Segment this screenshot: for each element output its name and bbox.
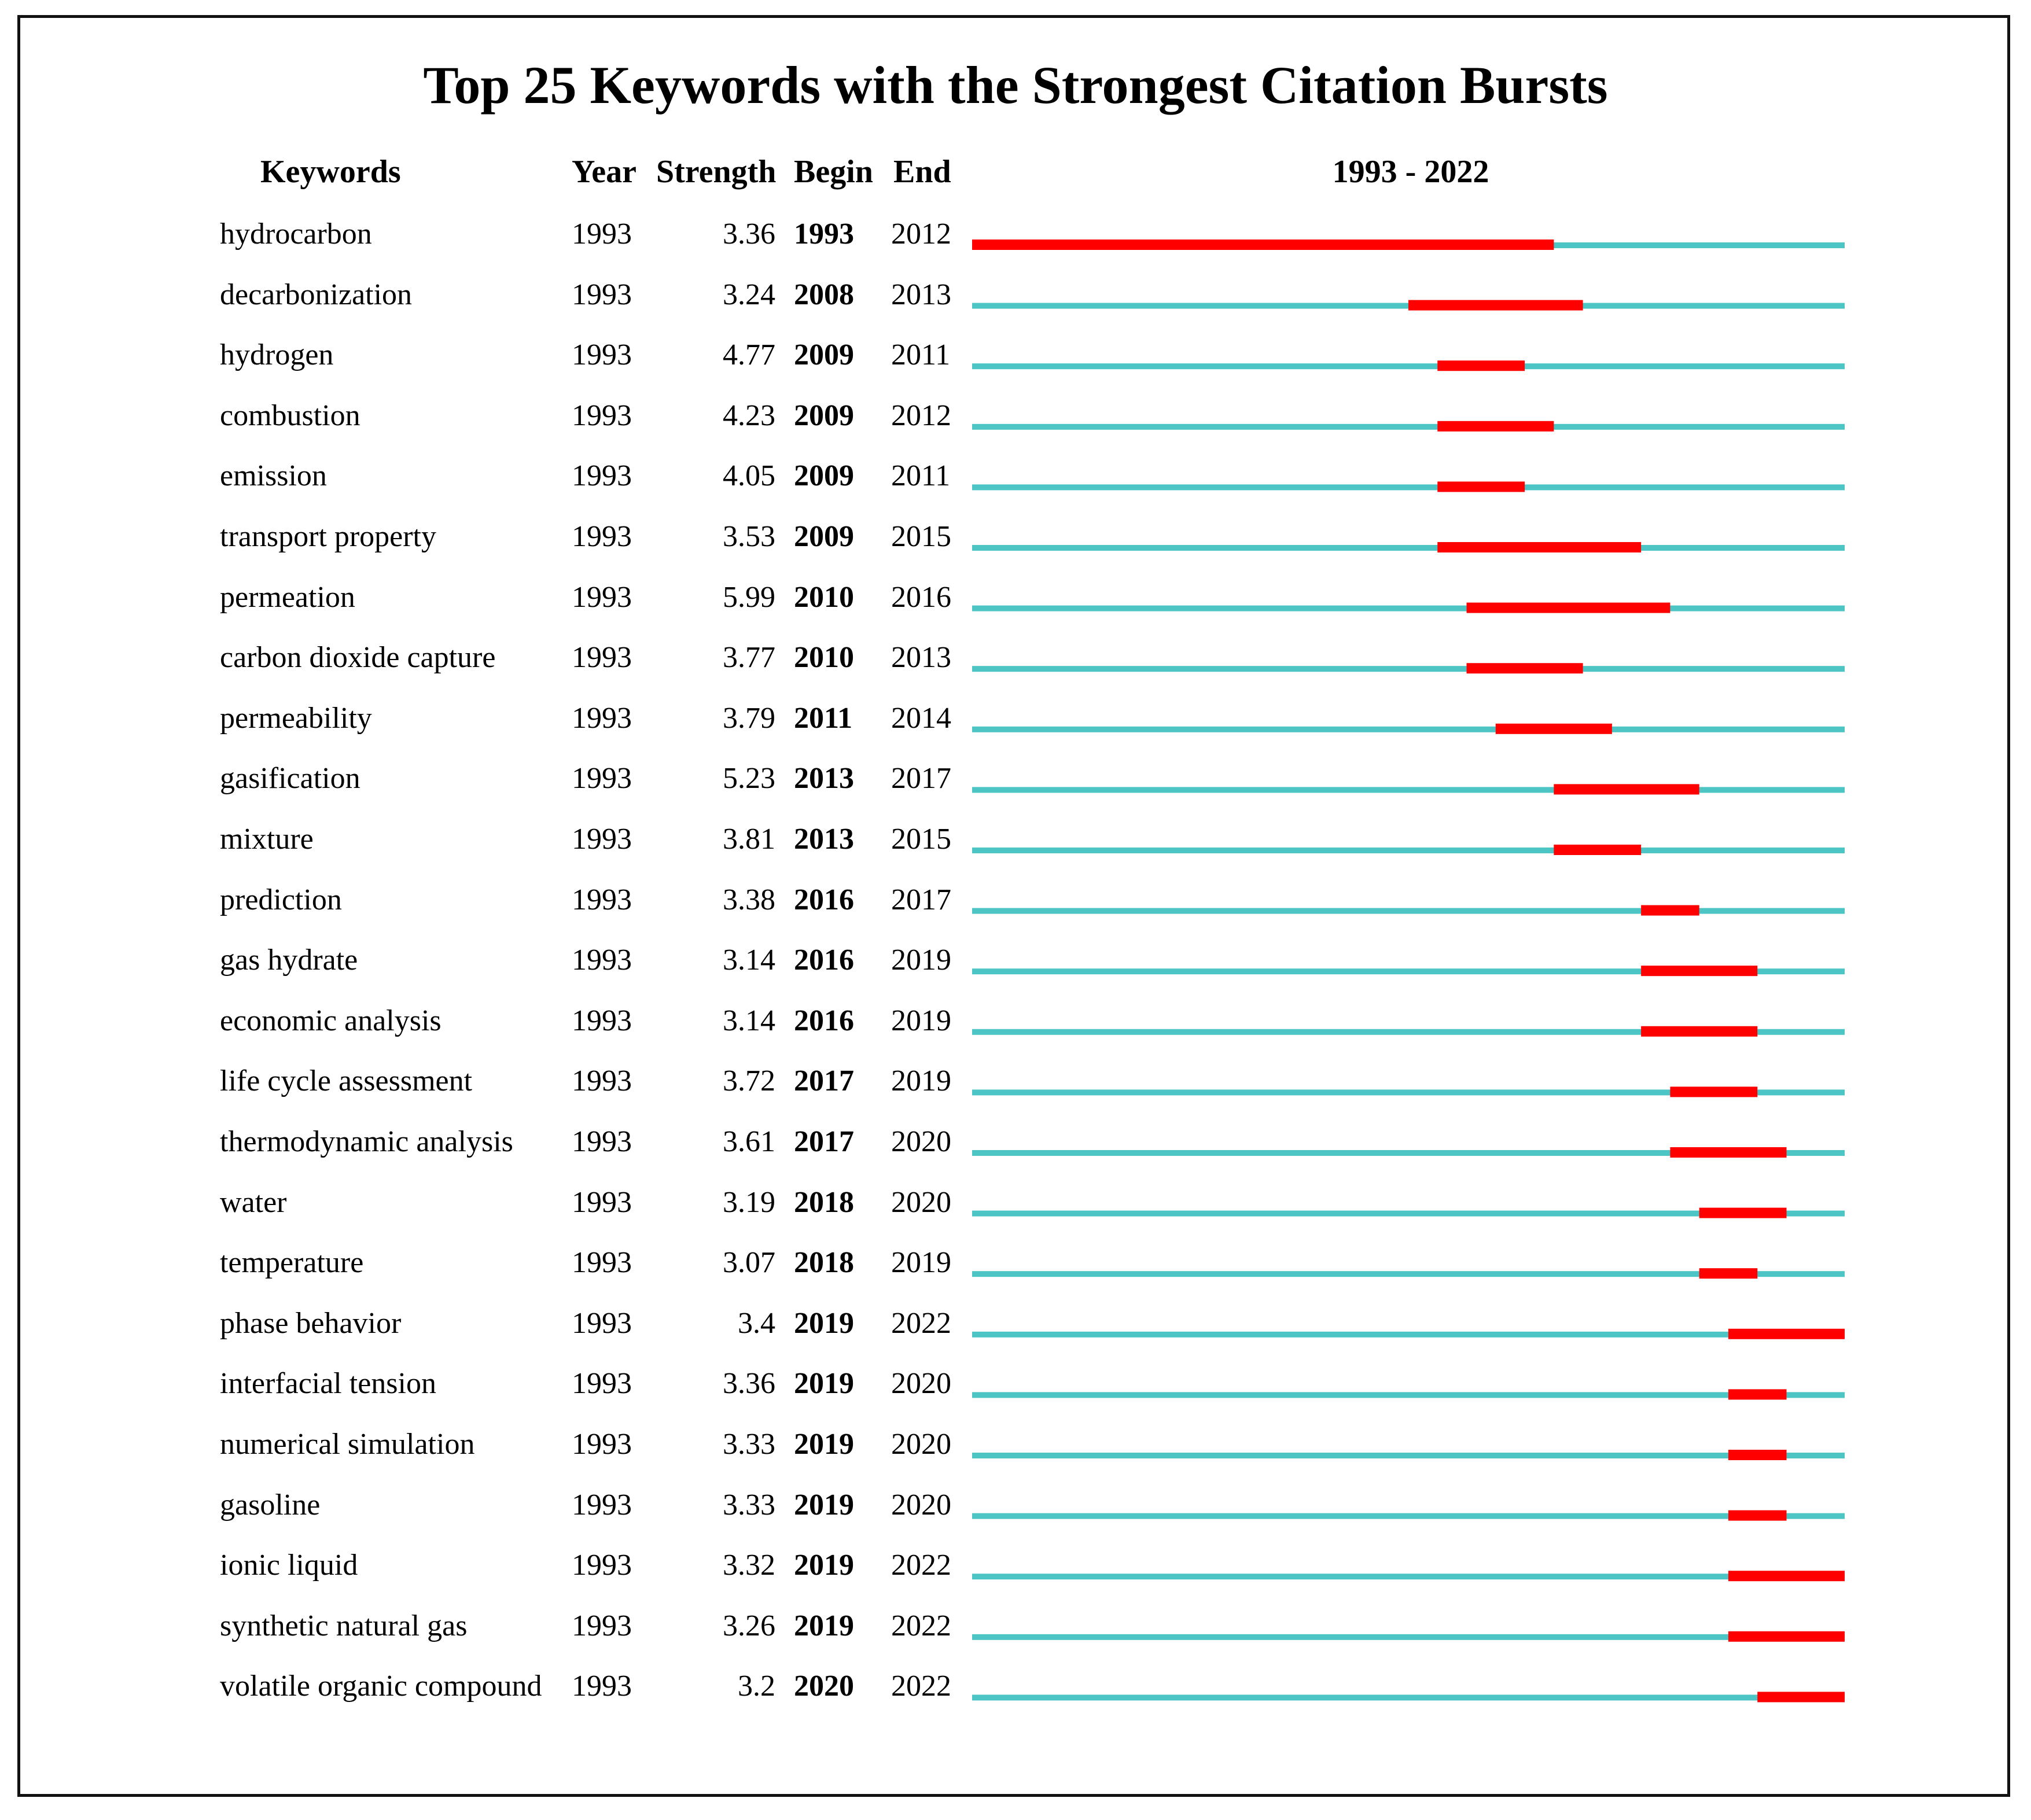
timeline-baseline bbox=[972, 1392, 1845, 1398]
end-year: 2022 bbox=[891, 1549, 951, 1582]
begin-year: 2013 bbox=[794, 823, 854, 856]
end-year: 2022 bbox=[891, 1609, 951, 1642]
strength-value: 3.38 bbox=[723, 883, 775, 916]
burst-bar bbox=[1728, 1389, 1787, 1399]
end-year: 2012 bbox=[891, 399, 951, 432]
end-year: 2019 bbox=[891, 1064, 951, 1098]
timeline-baseline bbox=[972, 606, 1845, 611]
end-year: 2020 bbox=[891, 1125, 951, 1158]
year-value: 1993 bbox=[572, 1428, 632, 1461]
begin-year: 2019 bbox=[794, 1609, 854, 1642]
strength-value: 3.2 bbox=[738, 1670, 775, 1703]
keyword-label: permeation bbox=[220, 580, 355, 614]
timeline-baseline bbox=[972, 545, 1845, 551]
keyword-label: temperature bbox=[220, 1246, 364, 1280]
begin-year: 2009 bbox=[794, 459, 854, 493]
strength-value: 3.33 bbox=[723, 1488, 775, 1521]
header-strength: Strength bbox=[656, 154, 777, 190]
burst-bar bbox=[1728, 1571, 1845, 1581]
year-value: 1993 bbox=[572, 459, 632, 493]
year-value: 1993 bbox=[572, 580, 632, 614]
burst-bar bbox=[1641, 905, 1699, 916]
begin-year: 2019 bbox=[794, 1488, 854, 1521]
year-value: 1993 bbox=[572, 701, 632, 735]
begin-year: 2010 bbox=[794, 580, 854, 614]
keyword-label: decarbonization bbox=[220, 278, 413, 311]
begin-year: 2009 bbox=[794, 338, 854, 372]
burst-bar bbox=[1467, 603, 1671, 613]
strength-value: 3.24 bbox=[723, 278, 775, 311]
chart-title: Top 25 Keywords with the Strongest Citation Bursts bbox=[423, 56, 1608, 115]
year-value: 1993 bbox=[572, 1125, 632, 1158]
timeline-baseline bbox=[972, 1574, 1845, 1579]
keyword-label: interfacial tension bbox=[220, 1367, 436, 1401]
begin-year: 2016 bbox=[794, 1004, 854, 1037]
begin-year: 2019 bbox=[794, 1367, 854, 1401]
begin-year: 2019 bbox=[794, 1306, 854, 1340]
strength-value: 4.77 bbox=[723, 338, 775, 372]
keyword-label: synthetic natural gas bbox=[220, 1609, 468, 1642]
year-value: 1993 bbox=[572, 399, 632, 432]
strength-value: 3.26 bbox=[723, 1609, 775, 1642]
timeline-baseline bbox=[972, 363, 1845, 369]
year-value: 1993 bbox=[572, 823, 632, 856]
year-value: 1993 bbox=[572, 1246, 632, 1280]
strength-value: 3.36 bbox=[723, 1367, 775, 1401]
begin-year: 2009 bbox=[794, 399, 854, 432]
end-year: 2019 bbox=[891, 1004, 951, 1037]
year-value: 1993 bbox=[572, 1064, 632, 1098]
burst-bar bbox=[1408, 300, 1583, 311]
strength-value: 3.61 bbox=[723, 1125, 775, 1158]
timeline-baseline bbox=[972, 484, 1845, 490]
end-year: 2017 bbox=[891, 762, 951, 795]
year-value: 1993 bbox=[572, 520, 632, 553]
keyword-label: hydrogen bbox=[220, 338, 334, 372]
header-begin: Begin bbox=[794, 154, 873, 190]
end-year: 2019 bbox=[891, 944, 951, 977]
burst-bar bbox=[1728, 1329, 1845, 1339]
end-year: 2020 bbox=[891, 1428, 951, 1461]
keyword-label: gasoline bbox=[220, 1488, 321, 1521]
strength-value: 3.33 bbox=[723, 1428, 775, 1461]
timeline-baseline bbox=[972, 908, 1845, 914]
strength-value: 3.4 bbox=[738, 1306, 775, 1340]
begin-year: 2018 bbox=[794, 1246, 854, 1280]
keyword-label: phase behavior bbox=[220, 1306, 402, 1340]
keyword-label: numerical simulation bbox=[220, 1428, 475, 1461]
strength-value: 5.99 bbox=[723, 580, 775, 614]
end-year: 2020 bbox=[891, 1488, 951, 1521]
header-range: 1993 - 2022 bbox=[1332, 154, 1489, 190]
burst-bar bbox=[1699, 1208, 1787, 1218]
keyword-label: economic analysis bbox=[220, 1004, 441, 1037]
begin-year: 2019 bbox=[794, 1428, 854, 1461]
burst-bar bbox=[1554, 784, 1699, 794]
year-value: 1993 bbox=[572, 1185, 632, 1219]
year-value: 1993 bbox=[572, 1549, 632, 1582]
end-year: 2017 bbox=[891, 883, 951, 916]
burst-bar bbox=[1757, 1692, 1845, 1702]
end-year: 2022 bbox=[891, 1670, 951, 1703]
keyword-label: carbon dioxide capture bbox=[220, 641, 496, 675]
burst-bar bbox=[1670, 1086, 1757, 1097]
timeline-baseline bbox=[972, 1453, 1845, 1458]
begin-year: 2019 bbox=[794, 1549, 854, 1582]
burst-bar bbox=[1496, 724, 1612, 734]
strength-value: 3.19 bbox=[723, 1185, 775, 1219]
begin-year: 2017 bbox=[794, 1125, 854, 1158]
timeline-baseline bbox=[972, 727, 1845, 732]
timeline-baseline bbox=[972, 424, 1845, 430]
burst-bar bbox=[1728, 1510, 1787, 1521]
year-value: 1993 bbox=[572, 762, 632, 795]
header-keywords: Keywords bbox=[260, 154, 401, 190]
year-value: 1993 bbox=[572, 1488, 632, 1521]
burst-bar bbox=[1641, 1026, 1757, 1037]
keyword-label: water bbox=[220, 1185, 287, 1219]
keyword-label: mixture bbox=[220, 823, 314, 856]
begin-year: 1993 bbox=[794, 218, 854, 250]
strength-value: 5.23 bbox=[723, 762, 775, 795]
begin-year: 2018 bbox=[794, 1185, 854, 1219]
strength-value: 3.14 bbox=[723, 1004, 775, 1037]
end-year: 2012 bbox=[891, 218, 951, 250]
strength-value: 3.07 bbox=[723, 1246, 775, 1280]
keyword-label: gasification bbox=[220, 762, 360, 795]
keyword-label: permeability bbox=[220, 701, 372, 735]
begin-year: 2010 bbox=[794, 641, 854, 675]
keyword-label: combustion bbox=[220, 399, 360, 432]
keyword-label: emission bbox=[220, 459, 327, 493]
keyword-label: transport property bbox=[220, 520, 437, 553]
year-value: 1993 bbox=[572, 1306, 632, 1340]
end-year: 2020 bbox=[891, 1367, 951, 1401]
begin-year: 2011 bbox=[794, 701, 853, 735]
strength-value: 3.81 bbox=[723, 823, 775, 856]
begin-year: 2017 bbox=[794, 1064, 854, 1098]
end-year: 2014 bbox=[891, 701, 951, 735]
burst-bar bbox=[1437, 481, 1525, 492]
timeline-baseline bbox=[972, 1694, 1845, 1700]
strength-value: 3.77 bbox=[723, 641, 775, 675]
keyword-label: ionic liquid bbox=[220, 1549, 358, 1582]
keyword-label: volatile organic compound bbox=[220, 1670, 542, 1703]
end-year: 2015 bbox=[891, 520, 951, 553]
burst-bar bbox=[1437, 360, 1525, 371]
year-value: 1993 bbox=[572, 1670, 632, 1703]
year-value: 1993 bbox=[572, 338, 632, 372]
burst-bar bbox=[972, 240, 1554, 250]
end-year: 2019 bbox=[891, 1246, 951, 1280]
year-value: 1993 bbox=[572, 1367, 632, 1401]
burst-bar bbox=[1437, 421, 1554, 432]
header-end: End bbox=[893, 154, 951, 190]
end-year: 2011 bbox=[891, 459, 951, 493]
strength-value: 3.36 bbox=[723, 218, 775, 250]
year-value: 1993 bbox=[572, 641, 632, 675]
timeline-baseline bbox=[972, 787, 1845, 793]
timeline-baseline bbox=[972, 1634, 1845, 1640]
keyword-label: prediction bbox=[220, 883, 342, 916]
year-value: 1993 bbox=[572, 218, 632, 250]
end-year: 2011 bbox=[891, 338, 951, 372]
strength-value: 4.23 bbox=[723, 399, 775, 432]
keyword-label: hydrocarbon bbox=[220, 218, 372, 250]
begin-year: 2013 bbox=[794, 762, 854, 795]
strength-value: 3.32 bbox=[723, 1549, 775, 1582]
begin-year: 2009 bbox=[794, 520, 854, 553]
burst-bar bbox=[1467, 663, 1583, 673]
end-year: 2015 bbox=[891, 823, 951, 856]
burst-bar bbox=[1437, 542, 1641, 552]
strength-value: 4.05 bbox=[723, 459, 775, 493]
strength-value: 3.14 bbox=[723, 944, 775, 977]
timeline-baseline bbox=[972, 1332, 1845, 1338]
end-year: 2016 bbox=[891, 580, 951, 614]
end-year: 2022 bbox=[891, 1306, 951, 1340]
begin-year: 2020 bbox=[794, 1670, 854, 1703]
year-value: 1993 bbox=[572, 944, 632, 977]
keyword-label: gas hydrate bbox=[220, 944, 358, 977]
header-year: Year bbox=[572, 154, 636, 190]
begin-year: 2008 bbox=[794, 278, 854, 311]
timeline-baseline bbox=[972, 848, 1845, 853]
burst-bar bbox=[1728, 1450, 1787, 1460]
begin-year: 2016 bbox=[794, 944, 854, 977]
year-value: 1993 bbox=[572, 883, 632, 916]
keyword-label: thermodynamic analysis bbox=[220, 1125, 513, 1158]
year-value: 1993 bbox=[572, 1609, 632, 1642]
year-value: 1993 bbox=[572, 1004, 632, 1037]
burst-bar bbox=[1641, 966, 1757, 976]
end-year: 2013 bbox=[891, 641, 951, 675]
burst-bar bbox=[1699, 1268, 1758, 1279]
timeline-baseline bbox=[972, 666, 1845, 672]
burst-bar bbox=[1554, 845, 1641, 855]
begin-year: 2016 bbox=[794, 883, 854, 916]
strength-value: 3.72 bbox=[723, 1064, 775, 1098]
keyword-label: life cycle assessment bbox=[220, 1064, 473, 1098]
timeline-baseline bbox=[972, 1513, 1845, 1519]
burst-bar bbox=[1670, 1147, 1786, 1158]
strength-value: 3.79 bbox=[723, 701, 775, 735]
strength-value: 3.53 bbox=[723, 520, 775, 553]
burst-bar bbox=[1728, 1631, 1845, 1642]
end-year: 2013 bbox=[891, 278, 951, 311]
year-value: 1993 bbox=[572, 278, 632, 311]
end-year: 2020 bbox=[891, 1185, 951, 1219]
